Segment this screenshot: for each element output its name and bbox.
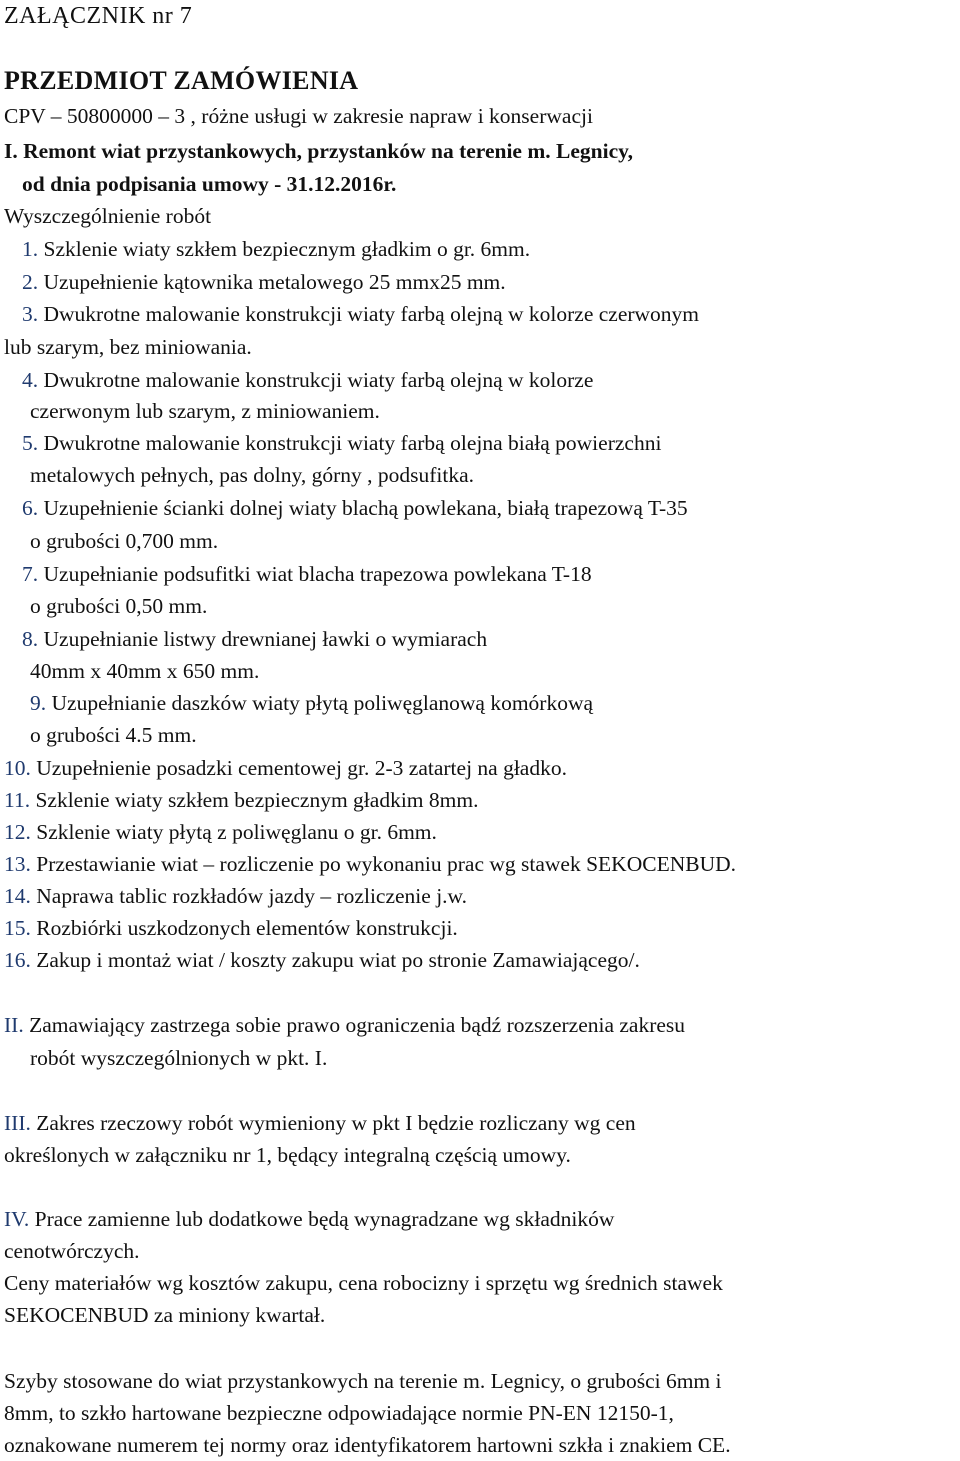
item-text: Uzupełnianie listwy drewnianej ławki o wymiarach (43, 627, 488, 651)
item-number: 8. (22, 627, 39, 651)
section-number: III. (4, 1111, 31, 1135)
item-number: 1. (22, 237, 39, 261)
section-ii-line2: robót wyszczególnionych w pkt. I. (30, 1046, 328, 1070)
list-item (30, 690, 593, 716)
list-item (22, 495, 688, 521)
section-number: II. (4, 1013, 24, 1037)
works-heading: Wyszczególnienie robót (4, 204, 212, 228)
item-number: 10. (4, 756, 31, 780)
item-number: 15. (4, 916, 31, 940)
item-text: Rozbiórki uszkodzonych elementów konstrukcji. (36, 916, 458, 940)
final-note-line3: oznakowane numerem tej normy oraz identyfikatorem hartowni szkła i znakiem CE. (4, 1433, 731, 1457)
attachment-label: ZAŁĄCZNIK nr 7 (4, 3, 193, 29)
item-number: 3. (22, 302, 39, 326)
section-i-line1: I. Remont wiat przystankowych, przystanków na terenie m. Legnicy, (4, 139, 634, 163)
final-note-line1: Szyby stosowane do wiat przystankowych na terenie m. Legnicy, o grubości 6mm i (4, 1369, 722, 1393)
cpv-line: CPV – 50800000 – 3 , różne usługi w zakresie napraw i konserwacji (4, 104, 593, 128)
item-text: Uzupełnianie daszków wiaty płytą poliwęglanową komórkową (51, 691, 594, 715)
section-text: Zamawiający zastrzega sobie prawo ograniczenia bądź rozszerzenia zakresu (29, 1013, 686, 1037)
item-text: Przestawianie wiat – rozliczenie po wykonaniu prac wg stawek SEKOCENBUD. (36, 852, 737, 876)
item-text: Uzupełnianie podsufitki wiat blacha trapezowa powlekana T-18 (43, 562, 592, 586)
item-text: Naprawa tablic rozkładów jazdy – rozliczenie j.w. (36, 884, 468, 908)
section-iv-line3: Ceny materiałów wg kosztów zakupu, cena robocizny i sprzętu wg średnich stawek (4, 1271, 723, 1295)
item-text-continued: 40mm x 40mm x 650 mm. (30, 659, 260, 683)
list-item (22, 430, 661, 456)
document-title: PRZEDMIOT ZAMÓWIENIA (4, 66, 359, 95)
list-item (22, 269, 506, 295)
list-item (22, 301, 699, 327)
section-i-line2: od dnia podpisania umowy - 31.12.2016r. (22, 172, 397, 196)
item-number: 14. (4, 884, 31, 908)
list-item (4, 819, 437, 845)
section-iv (4, 1206, 614, 1232)
item-text-continued: o grubości 0,700 mm. (30, 529, 219, 553)
item-text: Szklenie wiaty płytą z poliwęglanu o gr. 6mm. (36, 820, 437, 844)
final-note-line2: 8mm, to szkło hartowane bezpieczne odpowiadające normie PN-EN 12150-1, (4, 1401, 674, 1425)
item-text: Dwukrotne malowanie konstrukcji wiaty farbą olejna białą powierzchni (43, 431, 662, 455)
item-number: 7. (22, 562, 39, 586)
item-text-continued: metalowych pełnych, pas dolny, górny , podsufitka. (30, 463, 475, 487)
list-item (22, 561, 592, 587)
item-number: 9. (30, 691, 47, 715)
item-text: Dwukrotne malowanie konstrukcji wiaty farbą olejną w kolorze (43, 368, 594, 392)
list-item (4, 851, 736, 877)
item-number: 12. (4, 820, 31, 844)
item-text: Uzupełnienie kątownika metalowego 25 mmx25 mm. (43, 270, 506, 294)
section-iii-line2: określonych w załączniku nr 1, będący integralną częścią umowy. (4, 1143, 571, 1167)
item-text: Zakup i montaż wiat / koszty zakupu wiat po stronie Zamawiającego/. (36, 948, 640, 972)
item-text: Szklenie wiaty szkłem bezpiecznym gładkim o gr. 6mm. (43, 237, 531, 261)
list-item (22, 236, 530, 262)
item-number: 5. (22, 431, 39, 455)
list-item (22, 367, 593, 393)
item-number: 6. (22, 496, 39, 520)
item-number: 13. (4, 852, 31, 876)
list-item (4, 787, 478, 813)
item-number: 2. (22, 270, 39, 294)
item-text: Uzupełnienie posadzki cementowej gr. 2-3 zatartej na gładko. (36, 756, 567, 780)
item-text-continued: o grubości 4.5 mm. (30, 723, 197, 747)
section-iv-line2: cenotwórczych. (4, 1239, 140, 1263)
item-text: Szklenie wiaty szkłem bezpiecznym gładkim 8mm. (35, 788, 479, 812)
list-item (4, 915, 458, 941)
item-text-continued: lub szarym, bez miniowania. (4, 335, 252, 359)
section-ii (4, 1012, 685, 1038)
section-iii (4, 1110, 636, 1136)
item-number: 4. (22, 368, 39, 392)
item-text-continued: o grubości 0,50 mm. (30, 594, 208, 618)
item-number: 11. (4, 788, 31, 812)
list-item (22, 626, 487, 652)
list-item (4, 947, 640, 973)
list-item (4, 755, 567, 781)
section-iv-line4: SEKOCENBUD za miniony kwartał. (4, 1303, 326, 1327)
item-text-continued: czerwonym lub szarym, z miniowaniem. (30, 399, 380, 423)
section-text: Prace zamienne lub dodatkowe będą wynagradzane wg składników (34, 1207, 615, 1231)
section-number: IV. (4, 1207, 30, 1231)
item-text: Dwukrotne malowanie konstrukcji wiaty farbą olejną w kolorze czerwonym (43, 302, 700, 326)
item-number: 16. (4, 948, 31, 972)
item-text: Uzupełnienie ścianki dolnej wiaty blachą powlekana, białą trapezową T-35 (43, 496, 688, 520)
list-item (4, 883, 467, 909)
section-text: Zakres rzeczowy robót wymieniony w pkt I będzie rozliczany wg cen (36, 1111, 636, 1135)
